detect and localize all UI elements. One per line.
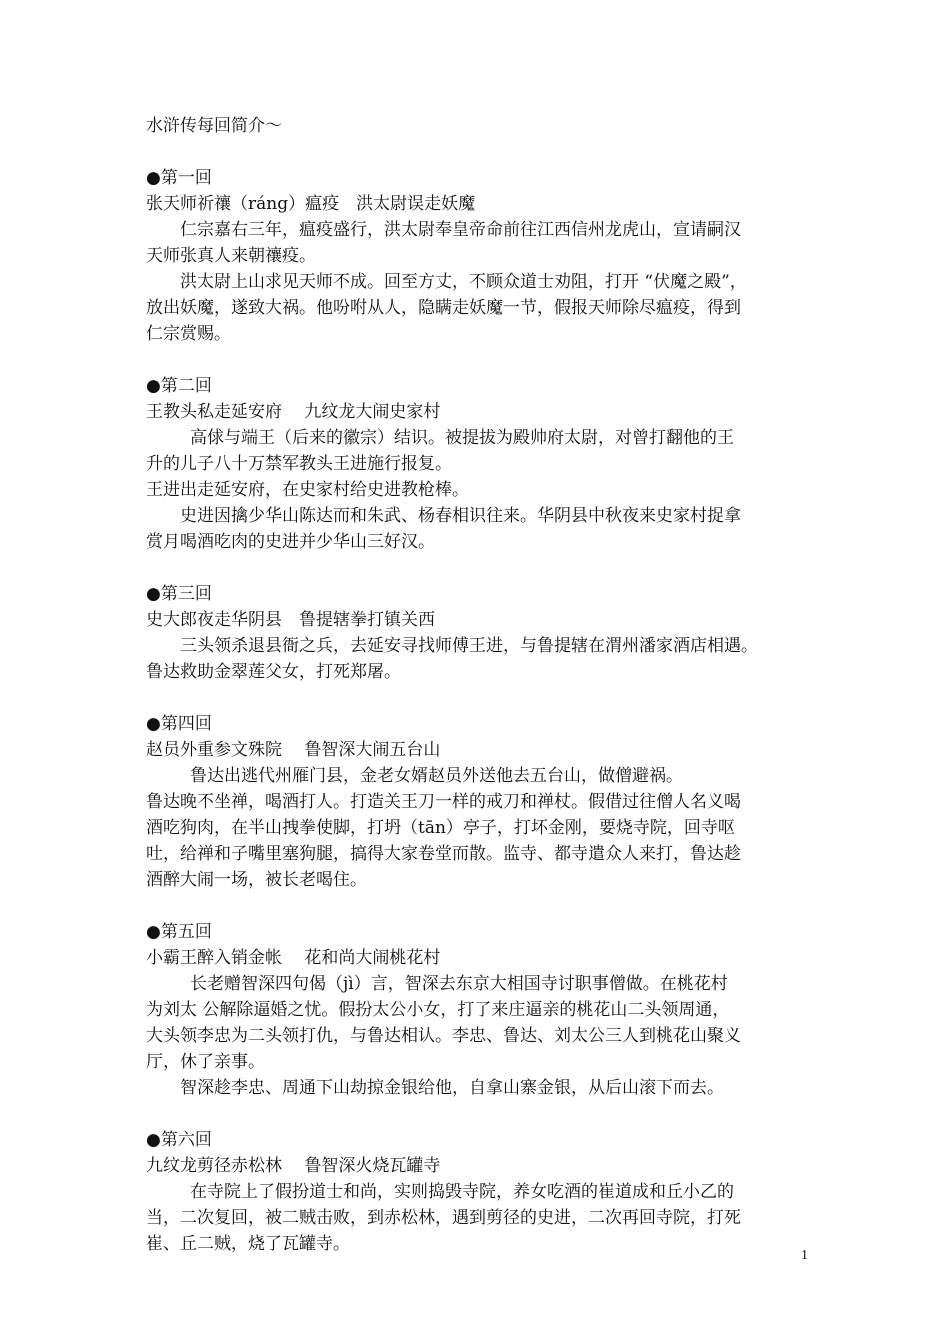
body-line: 酒醉大闹一场，被长老喝住。 [146, 870, 367, 890]
body-line: 仁宗嘉右三年，瘟疫盛行，洪太尉奉皇帝命前往江西信州龙虎山，宣请嗣汉 [180, 220, 741, 240]
chapter-number: ●第六回 [146, 1130, 212, 1150]
body-line: 王进出走延安府，在史家村给史进教枪棒。 [146, 480, 469, 500]
body-line: 高俅与端王（后来的徽宗）结识。被提拔为殿帅府太尉，对曾打翻他的王 [190, 428, 734, 448]
body-line: 史进因擒少华山陈达而和朱武、杨春相识往来。华阴县中秋夜来史家村捉拿 [180, 506, 741, 526]
body-line: 吐，给禅和子嘴里塞狗腿，搞得大家卷堂而散。监寺、都寺遣众人来打，鲁达趁 [146, 844, 741, 864]
body-line: 三头领杀退县衙之兵，去延安寻找师傅王进，与鲁提辖在渭州潘家酒店相遇。 [180, 636, 758, 656]
chapter-number: ●第四回 [146, 714, 212, 734]
body-line: 鲁达晚不坐禅，喝酒打人。打造关王刀一样的戒刀和禅杖。假借过往僧人名义喝 [146, 792, 741, 812]
chapter-number: ●第五回 [146, 922, 212, 942]
document-page [146, 113, 812, 1257]
chapter-6 [146, 1127, 812, 1257]
chapter-title: 九纹龙剪径赤松林 鲁智深火烧瓦罐寺 [146, 1156, 441, 1176]
chapter-4 [146, 711, 812, 893]
chapter-title: 王教头私走延安府 九纹龙大闹史家村 [146, 402, 441, 422]
body-line: 厅，休了亲事。 [146, 1052, 265, 1072]
chapter-number: ●第一回 [146, 168, 212, 188]
chapter-title: 赵员外重参文殊院 鲁智深大闹五台山 [146, 740, 441, 760]
body-line: 为刘太 公解除逼婚之忧。假扮太公小女，打了来庄逼亲的桃花山二头领周通， [146, 1000, 730, 1020]
chapter-5 [146, 919, 812, 1101]
body-line: 长老赠智深四句偈（jì）言，智深去东京大相国寺讨职事僧做。在桃花村 [190, 974, 728, 994]
chapter-1 [146, 165, 812, 347]
chapter-2 [146, 373, 812, 555]
body-line: 升的儿子八十万禁军教头王进施行报复。 [146, 454, 452, 474]
body-line: 放出妖魔，遂致大祸。他吩咐从人，隐瞒走妖魔一节，假报天师除尽瘟疫，得到 [146, 298, 741, 318]
chapter-title: 张天师祈禳（ráng）瘟疫 洪太尉误走妖魔 [146, 194, 476, 214]
body-line: 大头领李忠为二头领打仇，与鲁达相认。李忠、鲁达、刘太公三人到桃花山聚义 [146, 1026, 741, 1046]
document-title: 水浒传每回简介～ [146, 116, 282, 136]
chapter-number: ●第三回 [146, 584, 212, 604]
chapter-number: ●第二回 [146, 376, 212, 396]
body-line: 崔、丘二贼，烧了瓦罐寺。 [146, 1234, 350, 1254]
chapter-3 [146, 581, 812, 685]
body-line: 天师张真人来朝禳疫。 [146, 246, 316, 266]
body-line: 酒吃狗肉，在半山拽拳使脚，打坍（tān）亭子，打坏金刚，要烧寺院，回寺呕 [146, 818, 735, 838]
body-line: 智深趁李忠、周通下山劫掠金银给他，自拿山寨金银，从后山滚下而去。 [180, 1078, 724, 1098]
page-number: 1 [801, 1248, 808, 1263]
chapter-title: 小霸王醉入销金帐 花和尚大闹桃花村 [146, 948, 441, 968]
body-line: 鲁达出逃代州雁门县，金老女婿赵员外送他去五台山，做僧避祸。 [190, 766, 683, 786]
chapter-title: 史大郎夜走华阴县 鲁提辖拳打镇关西 [146, 610, 435, 630]
body-line: 鲁达救助金翠莲父女，打死郑屠。 [146, 662, 401, 682]
body-line: 赏月喝酒吃肉的史进并少华山三好汉。 [146, 532, 435, 552]
body-line: 在寺院上了假扮道士和尚，实则捣毁寺院，养女吃酒的崔道成和丘小乙的 [190, 1182, 734, 1202]
body-line: 当，二次复回，被二贼击败，到赤松林，遇到剪径的史进，二次再回寺院，打死 [146, 1208, 741, 1228]
body-line: 洪太尉上山求见天师不成。回至方丈，不顾众道士劝阻，打开 “伏魔之殿”， [180, 272, 747, 292]
body-line: 仁宗赏赐。 [146, 324, 231, 344]
